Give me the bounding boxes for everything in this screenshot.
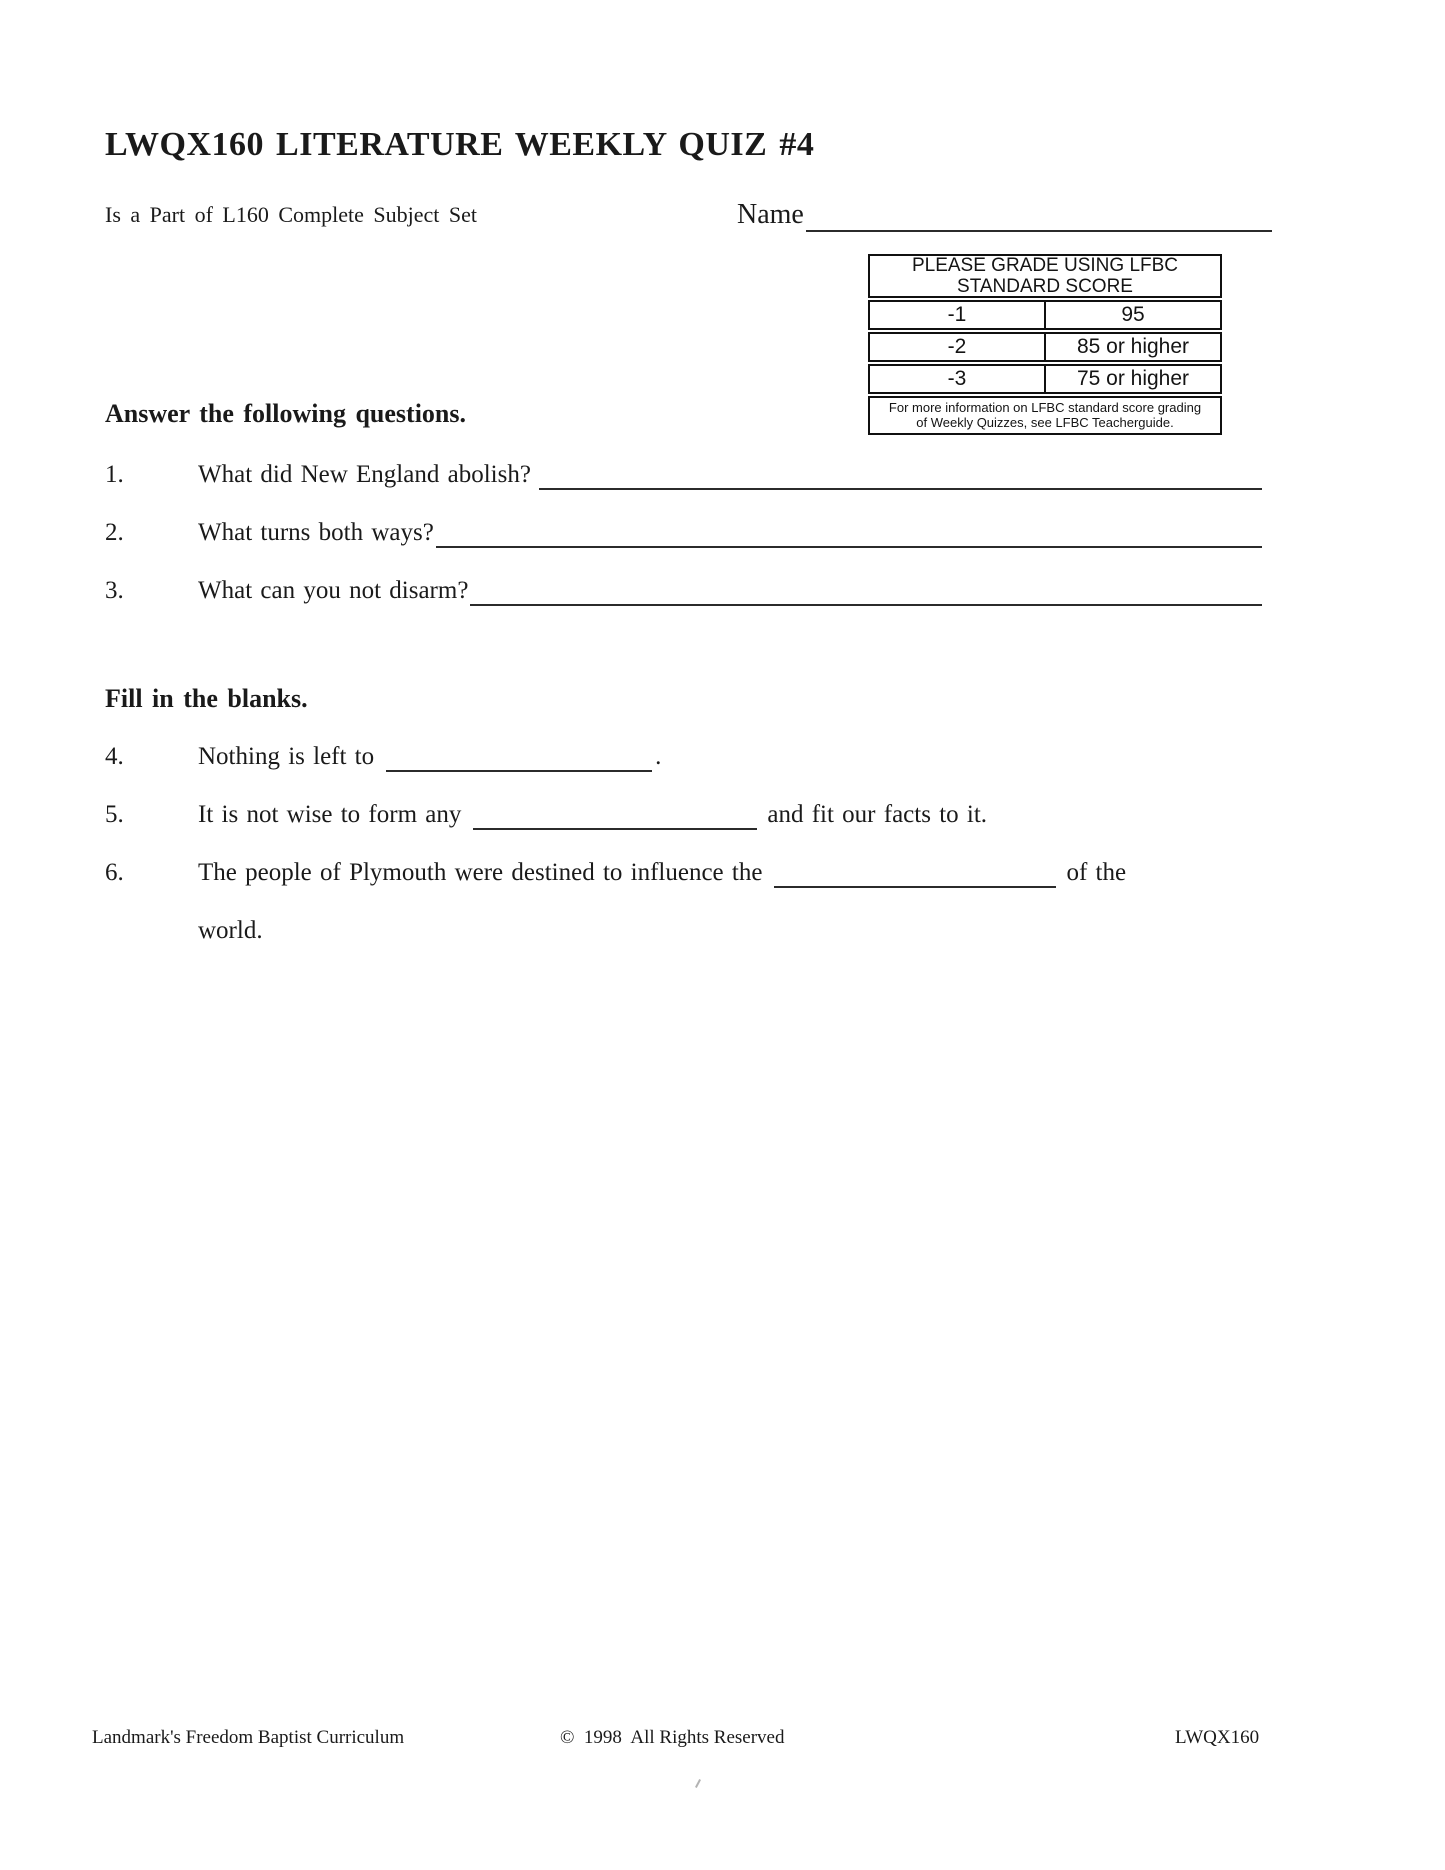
- question-row-3: [105, 576, 1262, 606]
- score-cell: 75 or higher: [1044, 366, 1220, 392]
- deduction-cell: -2: [947, 335, 967, 358]
- grade-box-footnote-line2: of Weekly Quizzes, see LFBC Teacherguide.: [916, 414, 1174, 430]
- question-text: The people of Plymouth were destined to influence the: [198, 859, 763, 886]
- question-number: 4.: [105, 743, 124, 770]
- page-title: LWQX160 LITERATURE WEEKLY QUIZ #4: [105, 126, 815, 163]
- footer-document-code: LWQX160: [1175, 1727, 1260, 1748]
- question-text: What did New England abolish?: [198, 461, 531, 488]
- grade-row: [868, 364, 1222, 394]
- answer-blank-line[interactable]: [470, 576, 1262, 606]
- grade-box-footnote-line1: For more information on LFBC standard score grading: [888, 400, 1202, 415]
- fill-blank-line[interactable]: [473, 800, 757, 830]
- fill-blank-line[interactable]: [386, 742, 652, 772]
- grade-row: [868, 332, 1222, 362]
- footer-copyright: © 1998 All Rights Reserved: [560, 1727, 785, 1748]
- deduction-cell: -3: [947, 367, 967, 390]
- grade-box-header: [868, 254, 1222, 298]
- score-cell: 85 or higher: [1044, 334, 1220, 360]
- section-heading-answer-questions: Answer the following questions.: [105, 399, 467, 428]
- question-row-4: [105, 742, 661, 772]
- question-text-after-blank: of the: [1066, 859, 1127, 886]
- section-heading-fill-blanks: Fill in the blanks.: [105, 684, 308, 713]
- name-label: Name: [737, 199, 804, 230]
- question-text: What turns both ways?: [198, 519, 434, 546]
- answer-blank-line[interactable]: [436, 518, 1262, 548]
- name-field-row: [737, 198, 1272, 232]
- question-row-6: [105, 858, 1126, 888]
- question-number: 6.: [105, 859, 124, 886]
- scan-speck-artifact: [695, 1779, 701, 1788]
- grade-box-footnote: [868, 396, 1222, 435]
- fill-blank-line[interactable]: [774, 858, 1056, 888]
- question-row-1: [105, 460, 1262, 490]
- question-text: What can you not disarm?: [198, 577, 469, 604]
- score-cell: 95: [1044, 302, 1220, 328]
- question-number: 3.: [105, 577, 124, 604]
- question-text: Nothing is left to: [198, 743, 375, 770]
- question-number: 2.: [105, 519, 124, 546]
- question-number: 1.: [105, 461, 124, 488]
- question-number: 5.: [105, 801, 124, 828]
- answer-blank-line[interactable]: [539, 460, 1262, 490]
- question-text-after-blank: and fit our facts to it.: [767, 801, 988, 828]
- question-row-5: [105, 800, 987, 830]
- footer-publisher: Landmark's Freedom Baptist Curriculum: [92, 1727, 405, 1748]
- question-6-continuation: world.: [198, 917, 263, 944]
- grade-box: [868, 254, 1222, 435]
- question-text-after-blank: .: [655, 743, 662, 770]
- grade-box-title-line2: STANDARD SCORE: [957, 276, 1133, 297]
- grade-box-title-line1: PLEASE GRADE USING LFBC: [911, 255, 1179, 276]
- subset-note: Is a Part of L160 Complete Subject Set: [105, 202, 477, 227]
- deduction-cell: -1: [947, 303, 967, 326]
- grade-row: [868, 300, 1222, 330]
- name-blank-line[interactable]: [806, 200, 1272, 232]
- question-row-2: [105, 518, 1262, 548]
- question-text: It is not wise to form any: [198, 801, 462, 828]
